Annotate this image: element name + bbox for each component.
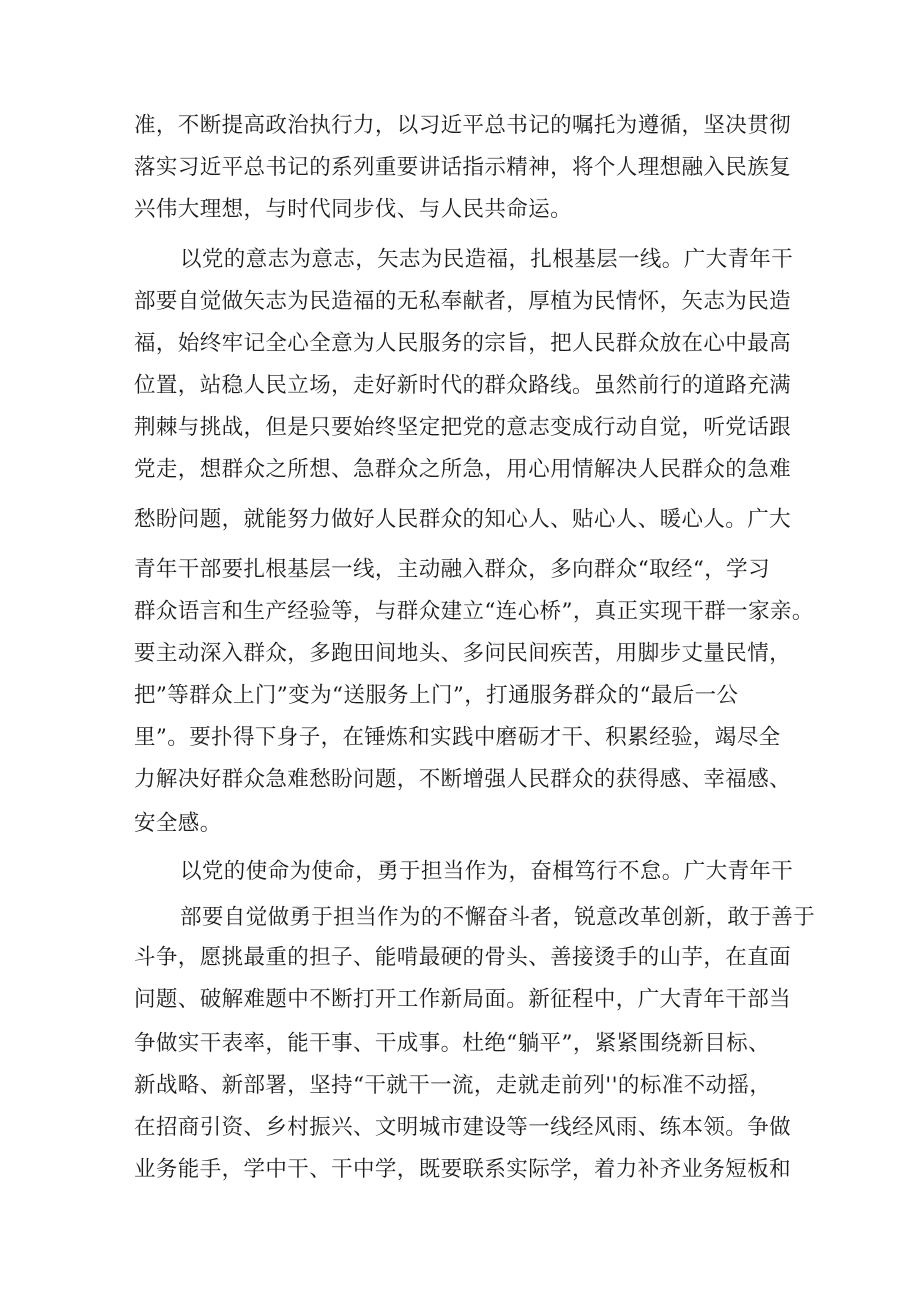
text-line: 斗争，愿挑最重的担子、能啃最硬的骨头、善接烫手的山芋，在直面 bbox=[134, 945, 792, 970]
text-line: 里”。要扑得下身子，在锤炼和实践中磨砺才干、积累经验，竭尽全 bbox=[134, 725, 781, 750]
text-line: 业务能手，学中干、干中学，既要联系实际学，着力补齐业务短板和 bbox=[134, 1157, 792, 1182]
text-line: 愁盼问题，就能努力做好人民群众的知心人、贴心人、暖心人。广大 bbox=[134, 507, 792, 532]
text-line: 青年干部要扎根基层一线，主动融入群众，多向群众“取经“，学习 bbox=[134, 557, 770, 582]
text-line: 部要自觉做勇于担当作为的不懈奋斗者，锐意改革创新，敢于善于 bbox=[180, 905, 816, 930]
text-line: 把”等群众上门”变为“送服务上门”，打通服务群众的“最后一公 bbox=[134, 683, 739, 708]
text-line: 落实习近平总书记的系列重要讲话指示精神，将个人理想融入民族复 bbox=[134, 155, 792, 180]
text-line: 安全感。 bbox=[134, 811, 222, 836]
text-line: 争做实干表率，能干事、干成事。杜绝“躺平”，紧紧围绕新目标、 bbox=[134, 1031, 770, 1056]
text-line: 部要自觉做矢志为民造福的无私奉献者，厚植为民情怀，矢志为民造 bbox=[134, 289, 792, 314]
text-line: 新战略、新部署，坚持“干就干一流，走就走前列''的标准不动摇， bbox=[134, 1073, 772, 1098]
text-line: 要主动深入群众，多跑田间地头、多问民间疾苦，用脚步丈量民情， bbox=[134, 641, 792, 666]
text-line: 力解决好群众急难愁盼问题，不断增强人民群众的获得感、幸福感、 bbox=[134, 767, 792, 792]
paragraph-first-line: 以党的使命为使命，勇于担当作为，奋楫笃行不怠。广大青年干 bbox=[180, 859, 794, 884]
text-line: 福，始终牢记全心全意为人民服务的宗旨，把人民群众放在心中最高 bbox=[134, 331, 792, 356]
text-line: 兴伟大理想，与时代同步伐、与人民共命运。 bbox=[134, 197, 573, 222]
text-line: 准，不断提高政治执行力，以习近平总书记的嘱托为遵循，坚决贯彻 bbox=[134, 113, 792, 138]
text-line: 荆棘与挑战，但是只要始终坚定把党的意志变成行动自觉，听党话跟 bbox=[134, 415, 792, 440]
text-line: 群众语言和生产经验等，与群众建立“连心桥”，真正实现干群一家亲。 bbox=[134, 599, 814, 624]
text-line: 党走，想群众之所想、急群众之所急，用心用情解决人民群众的急难 bbox=[134, 457, 792, 482]
text-line: 问题、破解难题中不断打开工作新局面。新征程中，广大青年干部当 bbox=[134, 987, 792, 1012]
paragraph-first-line: 以党的意志为意志，矢志为民造福，扎根基层一线。广大青年干 bbox=[180, 247, 794, 272]
text-line: 在招商引资、乡村振兴、文明城市建设等一线经风雨、练本领。争做 bbox=[134, 1115, 792, 1140]
text-line: 位置，站稳人民立场，走好新时代的群众路线。虽然前行的道路充满 bbox=[134, 373, 792, 398]
